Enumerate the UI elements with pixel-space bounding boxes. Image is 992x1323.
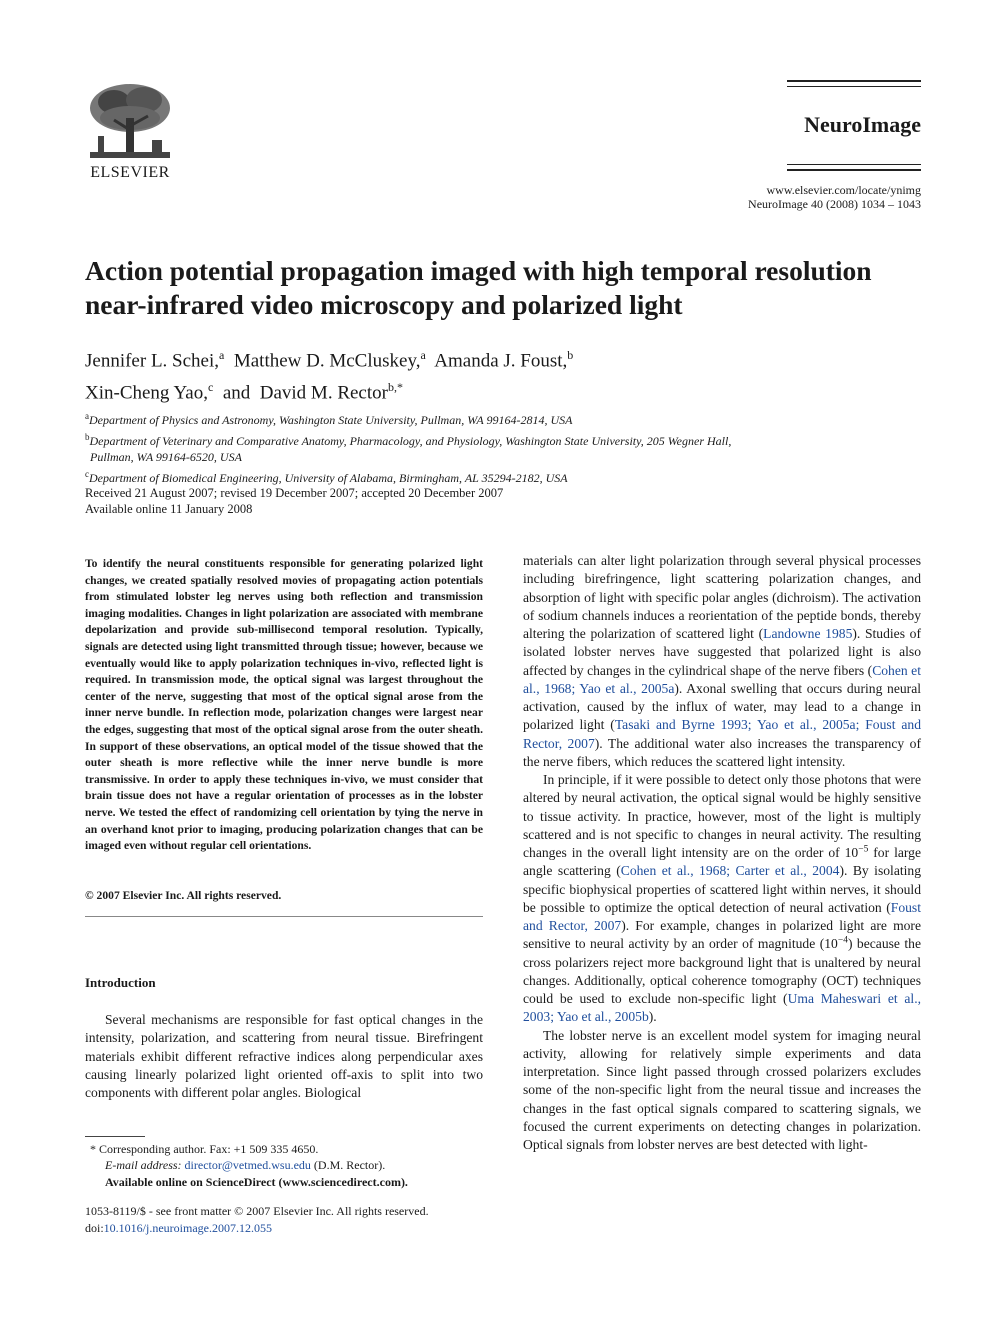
abstract: To identify the neural constituents responsible for generating polarized light changes, we created spatially resolved movies of propagating action potentials from stimulated lobster leg nerves using both reflection and transmission imaging modalities. Changes in light polarization are associated with membrane depolarization and provide sub-millisecond temporal resolution. Typically, signals are detected using light transmitted through tissue; however, because we eventually would like to apply polarization techniques in-vivo, reflected light is required. In transmission mode, the optical signal was largest throughout the center of the nerve, suggesting that most of the optical signal arose from the inner nerve bundle. In reflection mode, polarization changes were largest near the edges, suggesting that most of the optical signal arose from the outer sheath. In support of these observations, an optical model of the tissue showed that the outer sheath is more reflective while the inner nerve bundle is more transmissive. In order to apply these techniques in-vivo, we must consider that brain tissue does not have a regular orientation of processes as in the lobster nerve. We tested the effect of randomizing cell orientation by tying the nerve in an overhand knot prior to imaging, producing polarization changes that can be imaged even without regular cell orientations. xyxy=(85,557,483,853)
author-list xyxy=(85,342,925,407)
email-note xyxy=(90,1157,490,1173)
article-title xyxy=(85,254,925,322)
citation-link[interactable]: Landowne 1985 xyxy=(763,626,853,641)
footnotes xyxy=(90,1141,490,1190)
author-affil-sup: b,* xyxy=(387,380,403,395)
title-line: near-infrared video microscopy and polarized light xyxy=(85,289,683,320)
header-rule xyxy=(787,164,921,165)
body-paragraph xyxy=(523,552,921,771)
affiliation-text: Department of Physics and Astronomy, Washington State University, Pullman, WA 99164-2814, USA xyxy=(89,413,573,427)
body-text: ). By isolating specific biophysical properties of scattered light within nerves, it should be possible to optimize the optical detection of neural activation ( xyxy=(523,863,921,915)
title-line: Action potential propagation imaged with high temporal resolution xyxy=(85,255,872,286)
header-rule xyxy=(787,80,921,82)
body-text: for large angle scattering ( xyxy=(523,845,921,879)
author-affil-sup: a xyxy=(420,348,426,362)
doi-line xyxy=(85,1220,505,1237)
exponent: −4 xyxy=(837,935,848,946)
affiliation-continued: Pullman, WA 99164-6520, USA xyxy=(90,450,242,464)
body-paragraph xyxy=(523,771,921,1027)
author-connector: and xyxy=(222,382,251,404)
received-dates: Received 21 August 2007; revised 19 December 2007; accepted 20 December 2007 xyxy=(85,486,504,500)
abstract-copyright: © 2007 Elsevier Inc. All rights reserved. xyxy=(85,889,282,902)
author-name[interactable]: Matthew D. McCluskey, xyxy=(233,350,421,372)
affiliations xyxy=(85,408,925,486)
available-online-date: Available online 11 January 2008 xyxy=(85,502,253,516)
citation-link[interactable]: Cohen et al., 1968; Carter et al., 2004 xyxy=(620,863,840,879)
doi-label: doi: xyxy=(85,1221,104,1235)
issn-line: 1053-8119/$ - see front matter © 2007 Elsevier Inc. All rights reserved. xyxy=(85,1204,429,1218)
author-line xyxy=(85,342,925,374)
body-text: materials can alter light polarization through several physical processes including birefringence, light scattering polarization changes, and absorption of light with specific polar angles (dichroism). The activation of sodium channels induces a reorientation of the peptide bonds, thereby altering the polarization of scattered light ( xyxy=(523,553,921,641)
email-label: E-mail address: xyxy=(105,1158,182,1173)
body-text: In principle, if it were possible to detect only those photons that were altered by neural activation, the optical signal would be highly sensitive to tissue activity. In practice, however, most of the light is multiply scattered and is not specific to changes in neural activity. The resulting changes in the overall light intensity are on the order of 10 xyxy=(523,772,921,860)
journal-name: NeuroImage xyxy=(804,112,921,137)
section-heading-introduction: Introduction xyxy=(85,975,156,990)
abstract-divider xyxy=(85,916,483,917)
article-dates xyxy=(85,485,925,517)
citation-link[interactable]: Foust and Rector, 2007 xyxy=(523,899,921,933)
affiliation-sup: a xyxy=(85,411,89,421)
header-rule xyxy=(787,86,921,87)
author-affil-sup: a xyxy=(219,348,225,362)
author-affil-sup: c xyxy=(207,380,214,395)
journal-citation: NeuroImage 40 (2008) 1034 – 1043 xyxy=(748,197,921,211)
author-affil-sup: b xyxy=(567,348,574,362)
doi-link[interactable]: 10.1016/j.neuroimage.2007.12.055 xyxy=(103,1221,272,1235)
email-link[interactable]: director@vetmed.wsu.edu xyxy=(184,1158,311,1173)
citation-link[interactable]: Uma Maheswari et al., 2003; Yao et al., 2005b xyxy=(523,991,921,1025)
affiliation xyxy=(85,429,925,450)
sciencedirect-note: Available online on ScienceDirect (www.sciencedirect.com). xyxy=(105,1174,408,1189)
affiliation xyxy=(85,466,925,487)
affiliation-text: Department of Veterinary and Comparative Anatomy, Pharmacology, and Physiology, Washington State University, 205 Wegner Hall, xyxy=(89,433,732,448)
author-name[interactable]: Amanda J. Foust, xyxy=(434,350,568,372)
author-name[interactable]: Jennifer L. Schei, xyxy=(85,350,220,372)
exponent: −5 xyxy=(858,844,869,855)
header-rule xyxy=(787,169,921,171)
body-text: ) because the cross polarizers reject more background light that is unaltered by neural changes. Additionally, optical coherence tomography (OCT) techniques could be used to exclude non-specific light ( xyxy=(523,936,921,1006)
affiliation-sup: c xyxy=(85,468,89,479)
affiliation xyxy=(85,408,925,429)
email-suffix: (D.M. Rector). xyxy=(313,1158,386,1173)
right-column xyxy=(523,552,921,1154)
citation-link[interactable]: Tasaki and Byrne 1993; Yao et al., 2005a; Foust and Rector, 2007 xyxy=(523,717,921,751)
intro-paragraph: Several mechanisms are responsible for fast optical changes in the intensity, polarization, and scattering from neural tissue. Birefringent materials exhibit different refractive indices along perpendicular axes causing linearly polarized light oriented off-axis to split into two components with different polar angles. Biological xyxy=(85,1012,483,1101)
author-name[interactable]: David M. Rector xyxy=(259,382,388,404)
publisher-name: ELSEVIER xyxy=(90,164,170,181)
body-text: ). Studies of isolated lobster nerves have suggested that polarized light is also affected by changes in the cylindrical shape of the nerve fibers ( xyxy=(523,626,921,678)
affiliation-text: Department of Biomedical Engineering, University of Alabama, Birmingham, AL 35294-2182, USA xyxy=(89,470,568,485)
body-text: ). xyxy=(648,1009,657,1025)
journal-url[interactable]: www.elsevier.com/locate/ynimg xyxy=(766,183,921,197)
author-name[interactable]: Xin-Cheng Yao, xyxy=(85,382,208,404)
corresponding-author-note: * Corresponding author. Fax: +1 509 335 4650. xyxy=(90,1142,319,1156)
body-paragraph xyxy=(523,1027,921,1155)
affiliation-sup: b xyxy=(85,431,90,442)
body-text: ). Axonal swelling that occurs during neural activation, caused by the influx of water, may lead to a change in polarized light ( xyxy=(523,680,922,733)
body-text: ). For example, changes in polarized light are more sensitive to neural activity by an order of magnitude (10 xyxy=(523,918,921,952)
body-text: ). The additional water also increases the transparency of the nerve fibers, which reduces the scattered light intensity. xyxy=(523,735,921,769)
citation-link[interactable]: Cohen et al., 1968; Yao et al., 2005a xyxy=(523,662,921,696)
body-text: The lobster nerve is an excellent model system for imaging neural activity, allowing for relatively simple experiments and data interpretation. Since light passed through crossed polarizers excludes some of the non-specific light from the neural tissue and increases the changes in the fast optical signals compared to scattering signals, we focused the current experiments on detecting changes in polarization. Optical signals from lobster nerves are best detected with light- xyxy=(523,1027,921,1152)
author-line xyxy=(85,374,925,406)
footnote-divider xyxy=(85,1136,145,1137)
page-footer xyxy=(85,1203,505,1237)
